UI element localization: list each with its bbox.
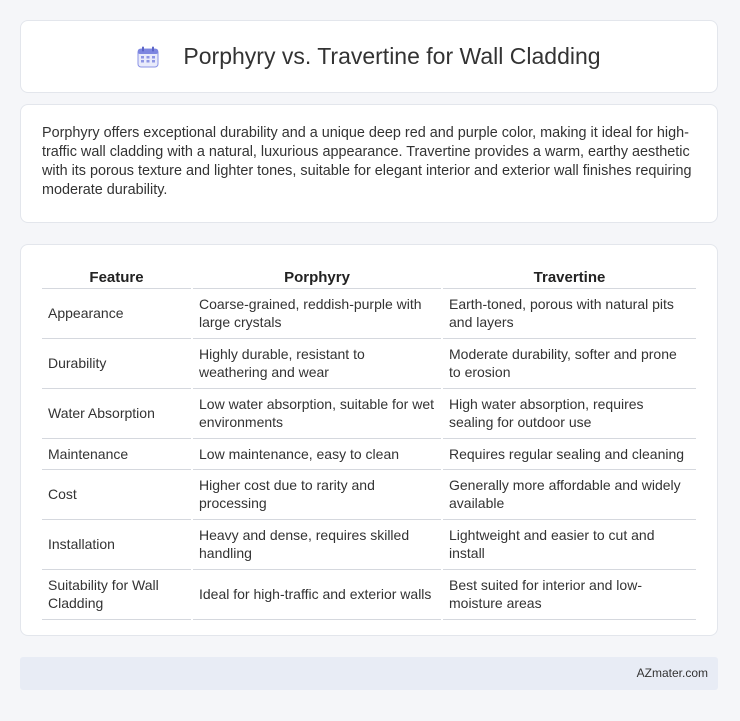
- travertine-cell: Moderate durability, softer and prone to erosion: [443, 339, 696, 389]
- summary-text: Porphyry offers exceptional durability and a unique deep red and purple color, making it ideal for high-traffic wall cladding with a natural, luxurious appearance. Travertine provides a warm, earthy aesthetic with its porous texture and lighter tones, suitable for elegant interior and exterior wall finishes requiring moderate durability.: [42, 125, 692, 198]
- page-title: Porphyry vs. Travertine for Wall Cladding: [183, 43, 601, 69]
- summary-card: [20, 104, 718, 223]
- feature-cell: Cost: [42, 470, 191, 520]
- calendar-icon: [137, 46, 159, 68]
- comparison-table-card: [20, 244, 718, 636]
- porphyry-cell: Heavy and dense, requires skilled handling: [193, 520, 441, 570]
- porphyry-cell: Highly durable, resistant to weathering and wear: [193, 339, 441, 389]
- header-porphyry: Porphyry: [193, 265, 441, 289]
- porphyry-cell: Ideal for high-traffic and exterior walls: [193, 570, 441, 620]
- comparison-table: [40, 265, 698, 620]
- title-card: [20, 20, 718, 93]
- porphyry-cell: Low water absorption, suitable for wet environments: [193, 389, 441, 439]
- feature-cell: Suitability for Wall Cladding: [42, 570, 191, 620]
- table-row: [42, 439, 696, 470]
- table-row: [42, 520, 696, 570]
- table-row: [42, 389, 696, 439]
- table-header-row: [42, 265, 696, 289]
- feature-cell: Appearance: [42, 289, 191, 339]
- travertine-cell: Requires regular sealing and cleaning: [443, 439, 696, 470]
- table-row: [42, 289, 696, 339]
- table-row: [42, 339, 696, 389]
- header-feature: Feature: [42, 265, 191, 289]
- travertine-cell: Earth-toned, porous with natural pits and layers: [443, 289, 696, 339]
- porphyry-cell: Higher cost due to rarity and processing: [193, 470, 441, 520]
- travertine-cell: High water absorption, requires sealing for outdoor use: [443, 389, 696, 439]
- table-row: [42, 470, 696, 520]
- feature-cell: Maintenance: [42, 439, 191, 470]
- travertine-cell: Generally more affordable and widely available: [443, 470, 696, 520]
- feature-cell: Water Absorption: [42, 389, 191, 439]
- travertine-cell: Lightweight and easier to cut and install: [443, 520, 696, 570]
- porphyry-cell: Coarse-grained, reddish-purple with large crystals: [193, 289, 441, 339]
- porphyry-cell: Low maintenance, easy to clean: [193, 439, 441, 470]
- feature-cell: Installation: [42, 520, 191, 570]
- footer-brand-link[interactable]: AZmater.com: [636, 666, 708, 680]
- travertine-cell: Best suited for interior and low-moisture areas: [443, 570, 696, 620]
- footer: [20, 657, 718, 690]
- table-row: [42, 570, 696, 620]
- header-travertine: Travertine: [443, 265, 696, 289]
- feature-cell: Durability: [42, 339, 191, 389]
